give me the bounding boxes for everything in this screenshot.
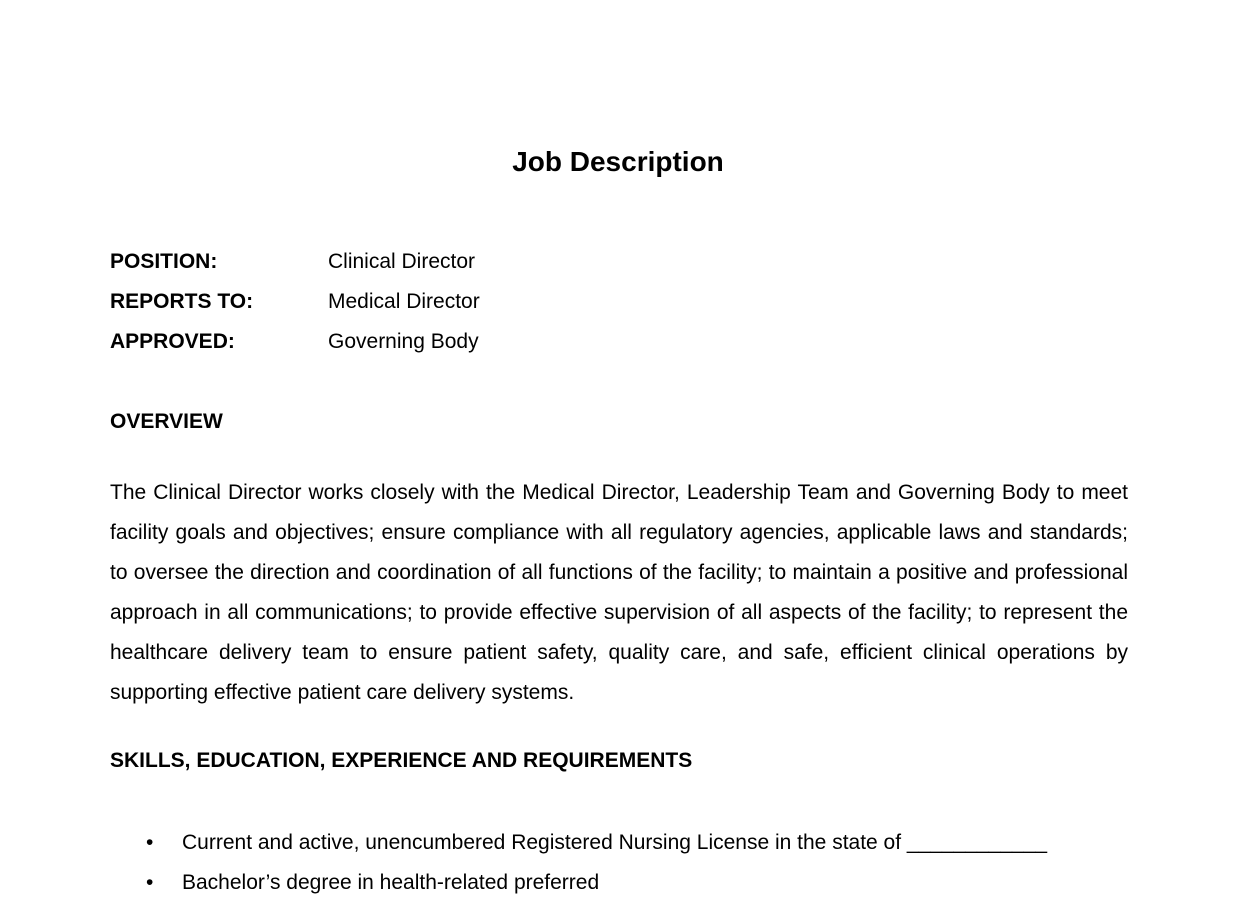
- meta-label: REPORTS TO:: [110, 290, 254, 313]
- meta-label: APPROVED:: [110, 330, 235, 353]
- list-item: • Bachelor’s degree in health-related preferred: [110, 863, 1047, 903]
- skills-heading: SKILLS, EDUCATION, EXPERIENCE AND REQUIREMENTS: [110, 749, 693, 772]
- overview-heading: OVERVIEW: [110, 410, 223, 433]
- list-item: • Current and active, unencumbered Registered Nursing License in the state of ____________: [110, 823, 1047, 863]
- document-title: Job Description: [512, 146, 724, 177]
- meta-value: Governing Body: [328, 330, 479, 353]
- meta-label: POSITION:: [110, 250, 218, 273]
- skills-list: [110, 823, 1047, 903]
- meta-value: Medical Director: [328, 290, 480, 313]
- overview-paragraph: The Clinical Director works closely with the Medical Director, Leadership Team and Governing Body to meet facility goals and objectives; ensure compliance with all regulatory agencies, applicable laws and standards; to oversee the direction and coordination of all functions of the facility; to maintain a positive and professional approach in all communications; to provide effective supervision of all aspects of the facility; to represent the healthcare delivery team to ensure patient safety, quality care, and safe, efficient clinical operations by supporting effective patient care delivery systems.: [110, 481, 1128, 704]
- meta-value: Clinical Director: [328, 250, 476, 273]
